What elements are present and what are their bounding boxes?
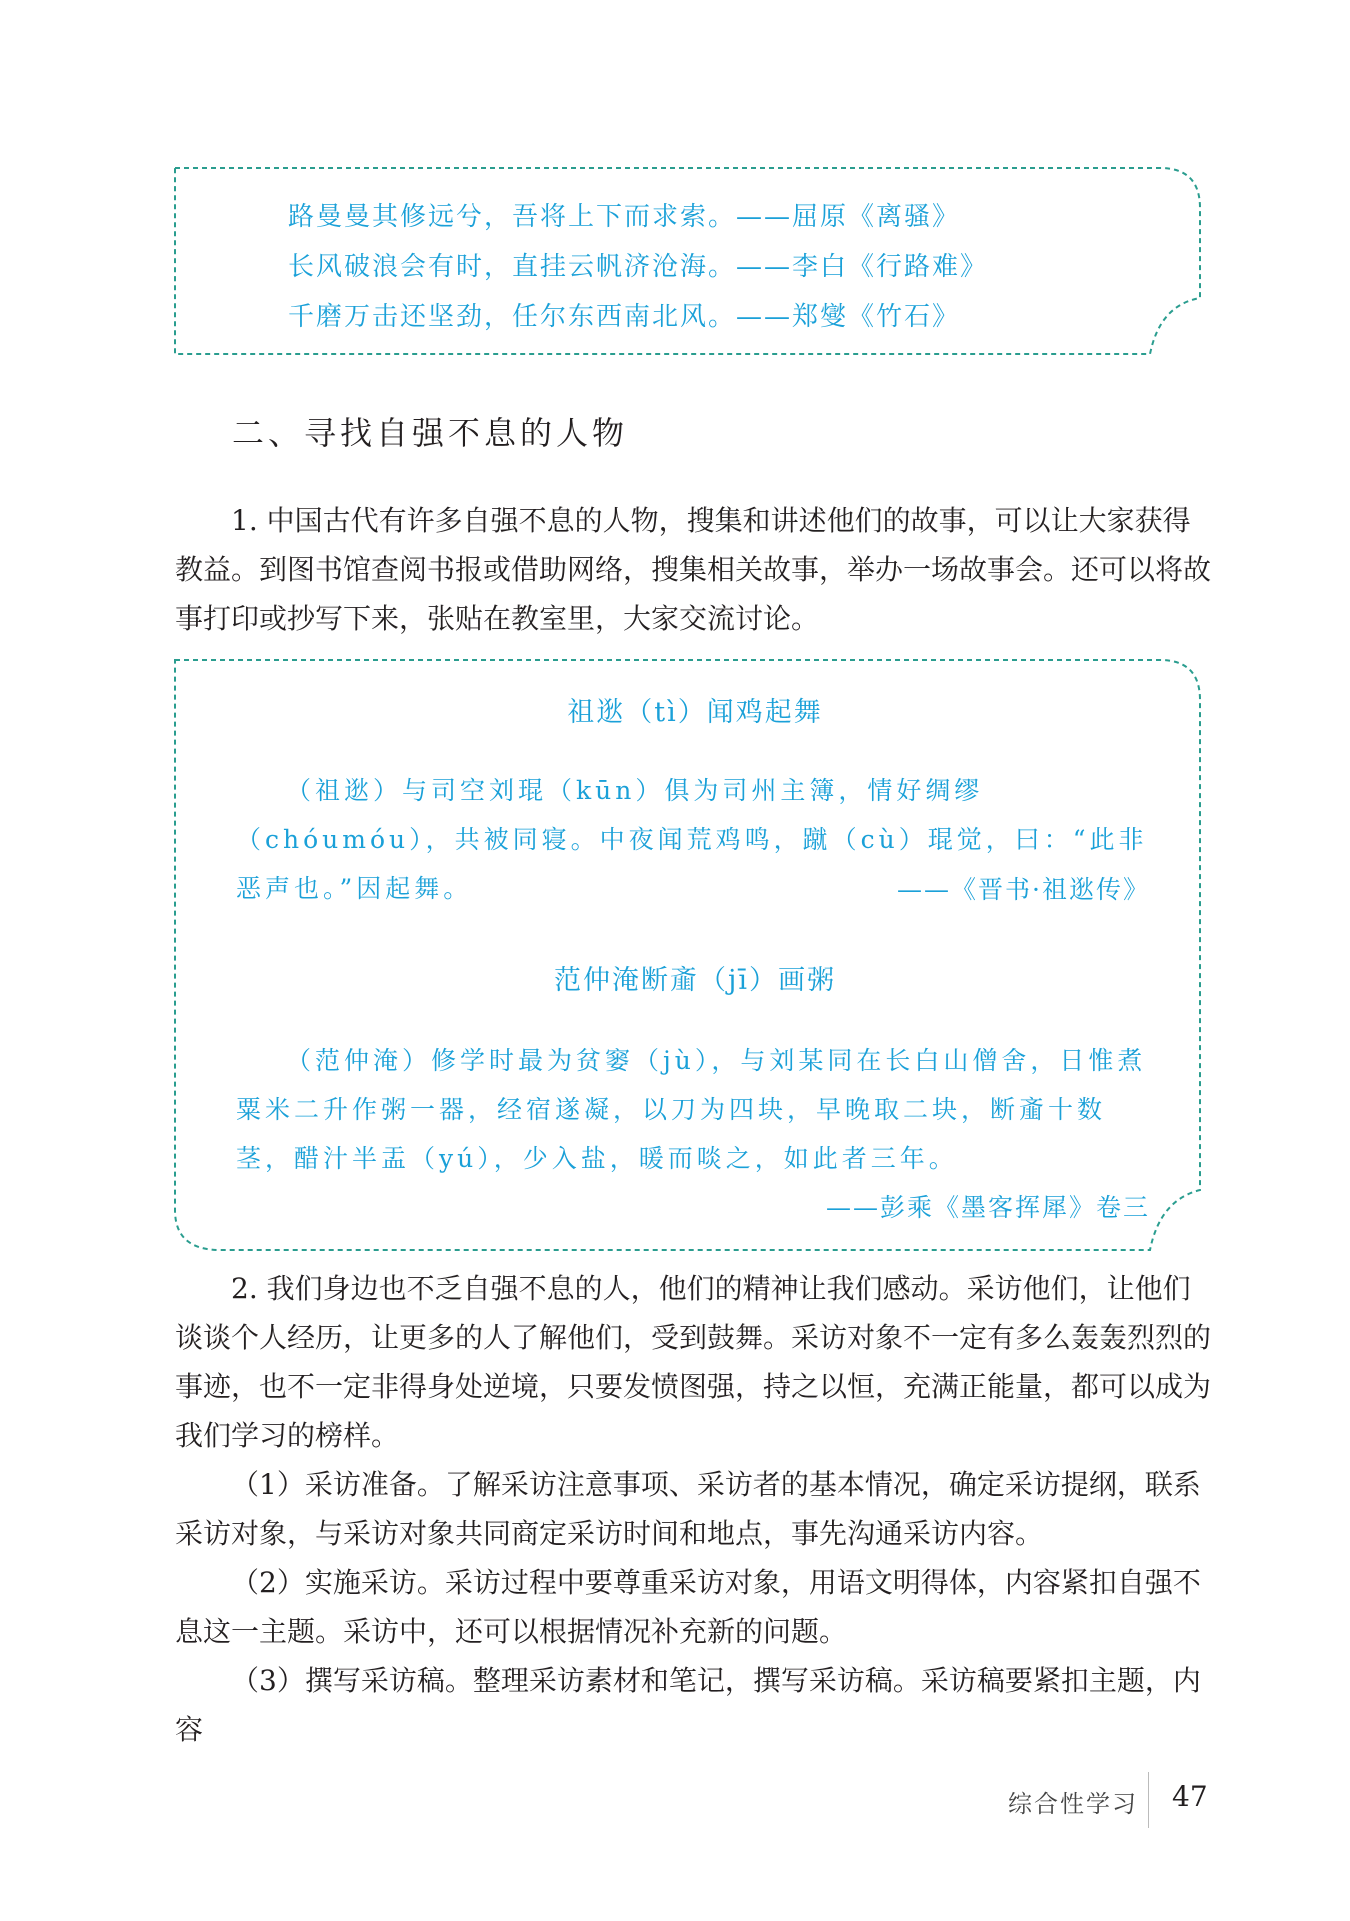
- paragraph-1: [175, 496, 1215, 643]
- step-3: （3）撰写采访稿。整理采访素材和笔记，撰写采访稿。采访稿要紧扣主题，内容: [175, 1664, 1201, 1746]
- story-title: 祖逖（tì）闻鸡起舞: [567, 697, 823, 728]
- step-2: （2）实施采访。采访过程中要尊重采访对象，用语文明得体，内容紧扣自强不息这一主题。采访中，还可以根据情况补充新的问题。: [175, 1566, 1201, 1648]
- footer-divider: [1148, 1772, 1149, 1828]
- quote-line: 千磨万击还坚劲，任尔东西南北风。——郑燮《竹石》: [288, 302, 961, 332]
- story-source: ——《晋书·祖逖传》: [897, 875, 1150, 904]
- paragraph-text: 2. 我们身边也不乏自强不息的人，他们的精神让我们感动。采访他们，让他们谈谈个人经历，让更多的人了解他们，受到鼓舞。采访对象不一定有多么轰轰烈烈的事迹，也不一定非得身处逆境，只要发愤图强，持之以恒，充满正能量，都可以成为我们学习的榜样。: [175, 1272, 1212, 1452]
- quote-line: 长风破浪会有时，直挂云帆济沧海。——李白《行路难》: [288, 252, 989, 282]
- quote-line: 路曼曼其修远兮，吾将上下而求索。——屈原《离骚》: [288, 202, 961, 232]
- paragraph-text: 1. 中国古代有许多自强不息的人物，搜集和讲述他们的故事，可以让大家获得教益。到图书馆查阅书报或借助网络，搜集相关故事，举办一场故事会。还可以将故事打印或抄写下来，张贴在教室里，大家交流讨论。: [175, 504, 1212, 635]
- section-heading: 二、寻找自强不息的人物: [232, 414, 629, 452]
- paragraph-2: [175, 1264, 1215, 1754]
- footer-label: 综合性学习: [1008, 1790, 1138, 1818]
- story-source: ——彭乘《墨客挥犀》卷三: [825, 1193, 1150, 1222]
- story-title: 范仲淹断齑（jī）画粥: [553, 965, 836, 996]
- story-text: （祖逖）与司空刘琨（kūn）俱为司州主簿，情好绸缪（chóumóu），共被同寝。中夜闻荒鸡鸣，蹴（cù）琨觉，曰：“此非恶声也。”因起舞。: [236, 776, 1148, 903]
- step-1: （1）采访准备。了解采访注意事项、采访者的基本情况，确定采访提纲，联系采访对象，与采访对象共同商定采访时间和地点，事先沟通采访内容。: [175, 1468, 1201, 1550]
- page-number: 47: [1172, 1780, 1208, 1813]
- story-text: （范仲淹）修学时最为贫窭（jù），与刘某同在长白山僧舍，日惟煮粟米二升作粥一器，经宿遂凝，以刀为四块，早晚取二块，断齑十数茎，醋汁半盂（yú），少入盐，暖而啖之，如此者三年。: [236, 1046, 1147, 1173]
- story-body: [236, 1036, 1148, 1183]
